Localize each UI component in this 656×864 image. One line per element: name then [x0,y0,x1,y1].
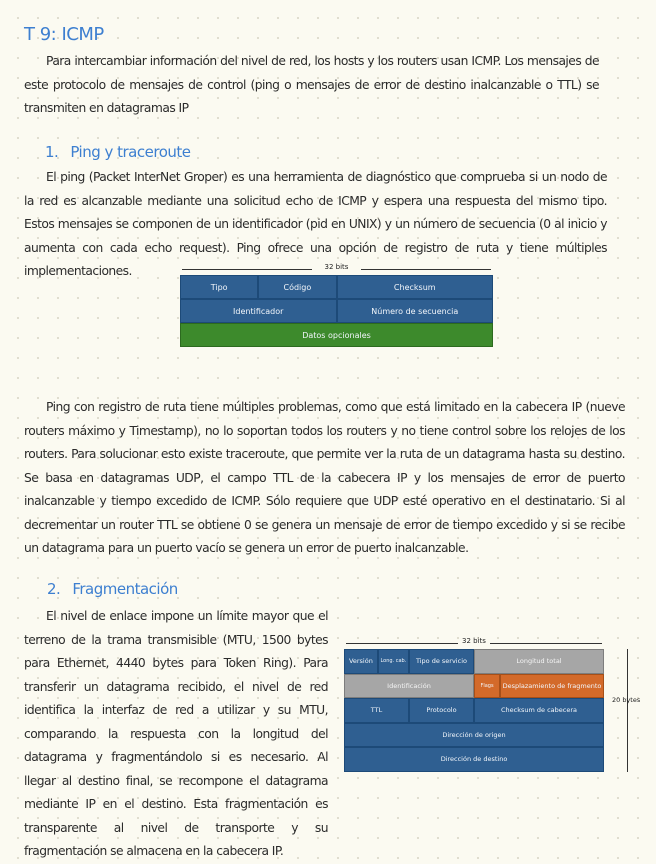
section-heading-fragmentacion [47,580,178,598]
field-header-checksum: Checksum de cabecera [474,698,604,723]
section-heading-ping [45,143,190,161]
field-codigo: Código [258,275,336,299]
field-checksum: Checksum [337,275,494,299]
field-flags: Flags [474,674,500,699]
section-title: Fragmentación [72,580,178,598]
bits-label: 32 bits [180,263,493,275]
section-number: 2. [47,580,61,598]
traceroute-paragraph: Ping con registro de ruta tiene múltiples problemas, como que está limitado en la cabecera IP (nueve routers máximo y Timestamp), no lo soportan todos los routers y no tiene control sobre los relojes de los routers. Para solucionar esto existe traceroute, que permite ver la ruta de un datagrama hasta su destino. Se basa en datagramas UDP, el campo TTL de la cabecera IP y los mensajes de error de puerto inalcanzable y tiempo excedido de ICMP. Sólo requiere que UDP esté operativo en el destinatario. Si al decrementar un router TTL se obtiene 0 se genera un mensaje de error de tiempo excedido y si se recibe un datagrama para un puerto vacío se genera un error de puerto inalcanzable. [24,400,625,555]
page-title: T 9: ICMP [24,24,104,45]
bits-label: 32 bits [344,637,604,649]
field-total-length: Longitud total [474,649,604,674]
icmp-echo-diagram [180,263,493,347]
field-ttl: TTL [344,698,409,723]
field-version: Versión [344,649,378,674]
intro-paragraph: Para intercambiar información del nivel de red, los hosts y los routers usan ICMP. Los mensajes de este protocolo de mensajes de control (ping o mensajes de error de destino inalcanzable o TTL) se transmiten en datagramas IP [24,54,599,115]
bytes-label: 20 bytes [612,696,641,704]
field-protocol: Protocolo [409,698,474,723]
fragmentation-paragraph: El nivel de enlace impone un límite mayor que el terreno de la trama transmisible (MTU, 1500 bytes para Ethernet, 4440 bytes para Token Ring). Para transferir un datagrama recibido, el nivel de red identifica la interfaz de red a utilizar y su MTU, comparando la respuesta con la longitud del datagrama y fragmentándolo si es necesario. Al llegar al destino final, se recompone el datagrama mediante IP en el destino. Esta fragmentación es transparente al nivel de transporte y su fragmentación se almacena en la cabecera IP. [24,609,328,858]
field-destination-address: Dirección de destino [344,747,604,772]
section-number: 1. [45,143,59,161]
field-fragment-offset: Desplazamiento de fragmento [500,674,604,699]
ping-paragraph: El ping (Packet InterNet Groper) es una herramienta de diagnóstico que comprueba si un nodo de la red es alcanzable mediante una solicitud echo de ICMP y espera una respuesta del mismo tipo. Estos mensajes se componen de un identificador (pid en UNIX) y un número de secuencia (0 al inicio y aumenta con cada echo request). Ping ofrece una opción de registro de ruta y tiene múltiples implementaciones. [24,170,607,278]
ip-header-diagram [344,637,604,772]
field-header-length: Long. cab. [378,649,409,674]
field-datos: Datos opcionales [180,323,493,347]
field-secuencia: Número de secuencia [337,299,494,323]
field-tos: Tipo de servicio [409,649,474,674]
field-identificador: Identificador [180,299,337,323]
bytes-bracket [627,649,628,772]
field-source-address: Dirección de origen [344,723,604,748]
field-identification: Identificación [344,674,474,699]
field-tipo: Tipo [180,275,258,299]
section-title: Ping y traceroute [70,143,191,161]
